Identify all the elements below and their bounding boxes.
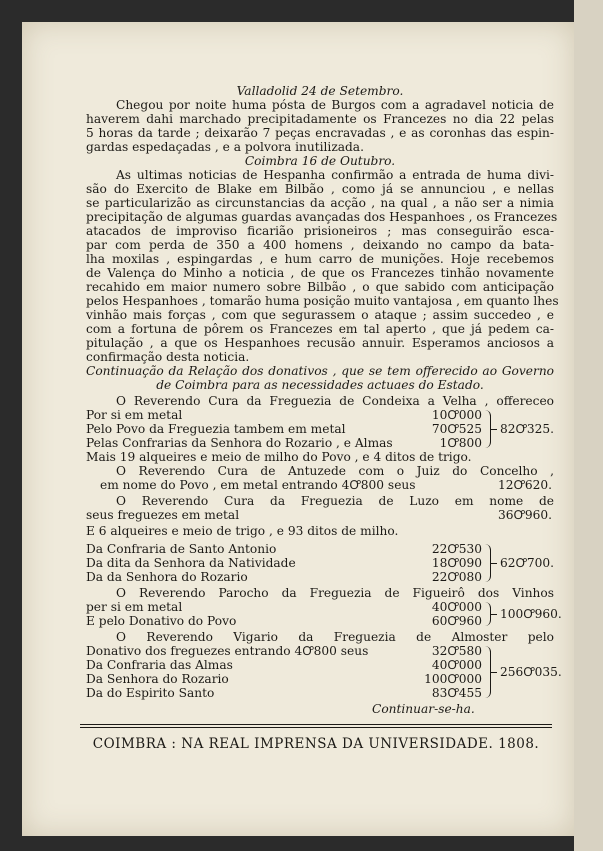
continuation-title: de Coimbra para as necessidades actuaes do Estado. xyxy=(156,378,484,392)
donation-intro: O Reverendo Cura de Antuzede com o Juiz do Concelho , xyxy=(116,464,554,478)
brace xyxy=(484,602,491,626)
paragraph-line: são do Exercito de Blake em Bilbão , como já se annunciou , e nellas xyxy=(86,182,554,196)
document-page xyxy=(22,22,574,836)
paragraph-line: de Valença do Minho a noticia , de que os Francezes tinhão novamente xyxy=(86,266,554,280)
donation-amount: 83Ꝍ455 xyxy=(431,686,482,700)
donation-total: 36Ꝍ960. xyxy=(498,508,553,522)
donation-intro: O Reverendo Parocho da Freguezia de Figueirô dos Vinhos xyxy=(116,586,554,600)
donation-label: Da Confraria de Santo Antonio xyxy=(86,542,277,556)
paragraph-line: Chegou por noite huma pósta de Burgos com a agradavel noticia de xyxy=(116,98,554,112)
rule-top xyxy=(80,724,552,725)
donation-label: Da Confraria das Almas xyxy=(86,658,233,672)
donation-label: Pelo Povo da Freguezia tambem em metal xyxy=(86,422,346,436)
page-text xyxy=(22,22,574,836)
paragraph-line: atacados de improviso ficarião prisioneiros ; mas conseguirão esca- xyxy=(86,224,554,238)
dateline-valladolid: Valladolid 24 de Setembro. xyxy=(236,84,404,98)
paragraph-line: se particularizão as circunstancias da acção , na qual , a não ser a nimia xyxy=(86,196,554,210)
donation-label: Da dita da Senhora da Natividade xyxy=(86,556,296,570)
paragraph-line: com a fortuna de pôrem os Francezes em tal aperto , que já pedem ca- xyxy=(86,322,554,336)
donation-amount: 40Ꝍ000 xyxy=(431,658,482,672)
donation-label: Por si em metal xyxy=(86,408,183,422)
donation-amount: 10Ꝍ000 xyxy=(431,408,482,422)
donation-total: 12Ꝍ620. xyxy=(498,478,553,492)
donation-intro: O Reverendo Vigario da Freguezia de Almoster pelo xyxy=(116,630,554,644)
donation-label: Donativo dos freguezes entrando 4Ꝍ800 seus xyxy=(86,644,369,658)
donation-label: Da do Espirito Santo xyxy=(86,686,215,700)
brace xyxy=(484,544,491,582)
continuation-note: Continuar-se-ha. xyxy=(372,702,475,716)
paragraph-line: par com perda de 350 a 400 homens , deixando no campo da bata- xyxy=(86,238,554,252)
continuation-title: Continuação da Relação dos donativos , que se tem offerecido ao Governo xyxy=(86,364,554,378)
paragraph-line: haverem dahi marchado precipitadamente os Francezes no dia 22 pelas xyxy=(86,112,554,126)
donation-amount: 22Ꝍ530 xyxy=(431,542,482,556)
donation-total: 256Ꝍ035. xyxy=(500,665,562,679)
donation-label: Da da Senhora do Rozario xyxy=(86,570,248,584)
donation-amount: 32Ꝍ580 xyxy=(431,644,482,658)
dateline-coimbra: Coimbra 16 de Outubro. xyxy=(244,154,396,168)
paragraph-line: pelos Hespanhoes , tomarão huma posição muito vantajosa , em quanto lhes xyxy=(86,294,559,308)
paragraph-line: As ultimas noticias de Hespanha confirmão a entrada de huma divi- xyxy=(116,168,554,182)
donation-label: em nome do Povo , em metal entrando 4Ꝍ800 seus xyxy=(100,478,416,492)
donation-amount: 1Ꝍ800 xyxy=(439,436,482,450)
paragraph-line: 5 horas da tarde ; deixarão 7 peças encravadas , e as coronhas das espin- xyxy=(86,126,554,140)
donation-label: Pelas Confrarias da Senhora do Rozario , e Almas xyxy=(86,436,393,450)
paragraph-line: precipitação de algumas guardas avançadas dos Hespanhoes , os Francezes xyxy=(86,210,558,224)
donation-total: 62Ꝍ700. xyxy=(500,556,555,570)
brace xyxy=(484,646,491,698)
paragraph-line: recahido em maior numero sobre Bilbão , o que sabido com anticipação xyxy=(86,280,554,294)
donation-amount: 100Ꝍ000 xyxy=(424,672,482,686)
donation-amount: 18Ꝍ090 xyxy=(431,556,482,570)
donation-amount: 70Ꝍ525 xyxy=(431,422,482,436)
donation-label: Da Senhora do Rozario xyxy=(86,672,229,686)
donation-amount: 60Ꝍ960 xyxy=(431,614,482,628)
donation-extra: E 6 alqueires e meio de trigo , e 93 ditos de milho. xyxy=(86,524,399,538)
imprint: COIMBRA : NA REAL IMPRENSA DA UNIVERSIDADE. 1808. xyxy=(92,736,540,752)
rule-top-thin xyxy=(80,727,552,728)
donation-intro: O Reverendo Cura da Freguezia de Condeixa a Velha , offereceo xyxy=(116,394,554,408)
paragraph-line: lha moxilas , espingardas , e hum carro de munições. Hoje recebemos xyxy=(86,252,554,266)
donation-amount: 22Ꝍ080 xyxy=(431,570,482,584)
donation-amount: 40Ꝍ000 xyxy=(431,600,482,614)
donation-total: 100Ꝍ960. xyxy=(500,607,562,621)
paragraph-line: confirmação desta noticia. xyxy=(86,350,250,364)
paragraph-line: gardas espedaçadas , e a polvora inutilizada. xyxy=(86,140,364,154)
paragraph-line: vinhão mais forças , com que segurassem o ataque ; assim succedeo , e xyxy=(86,308,554,322)
donation-label: per si em metal xyxy=(86,600,183,614)
donation-label: E pelo Donativo do Povo xyxy=(86,614,237,628)
donation-label: seus freguezes em metal xyxy=(86,508,240,522)
paragraph-line: pitulação , a que os Hespanhoes recusão annuir. Esperamos anciosos a xyxy=(86,336,554,350)
page-edge xyxy=(574,0,603,851)
donation-intro: O Reverendo Cura da Freguezia de Luzo em nome de xyxy=(116,494,554,508)
brace xyxy=(484,410,491,448)
donation-total: 82Ꝍ325. xyxy=(500,422,555,436)
donation-extra: Mais 19 alqueires e meio de milho do Povo , e 4 ditos de trigo. xyxy=(86,450,472,464)
